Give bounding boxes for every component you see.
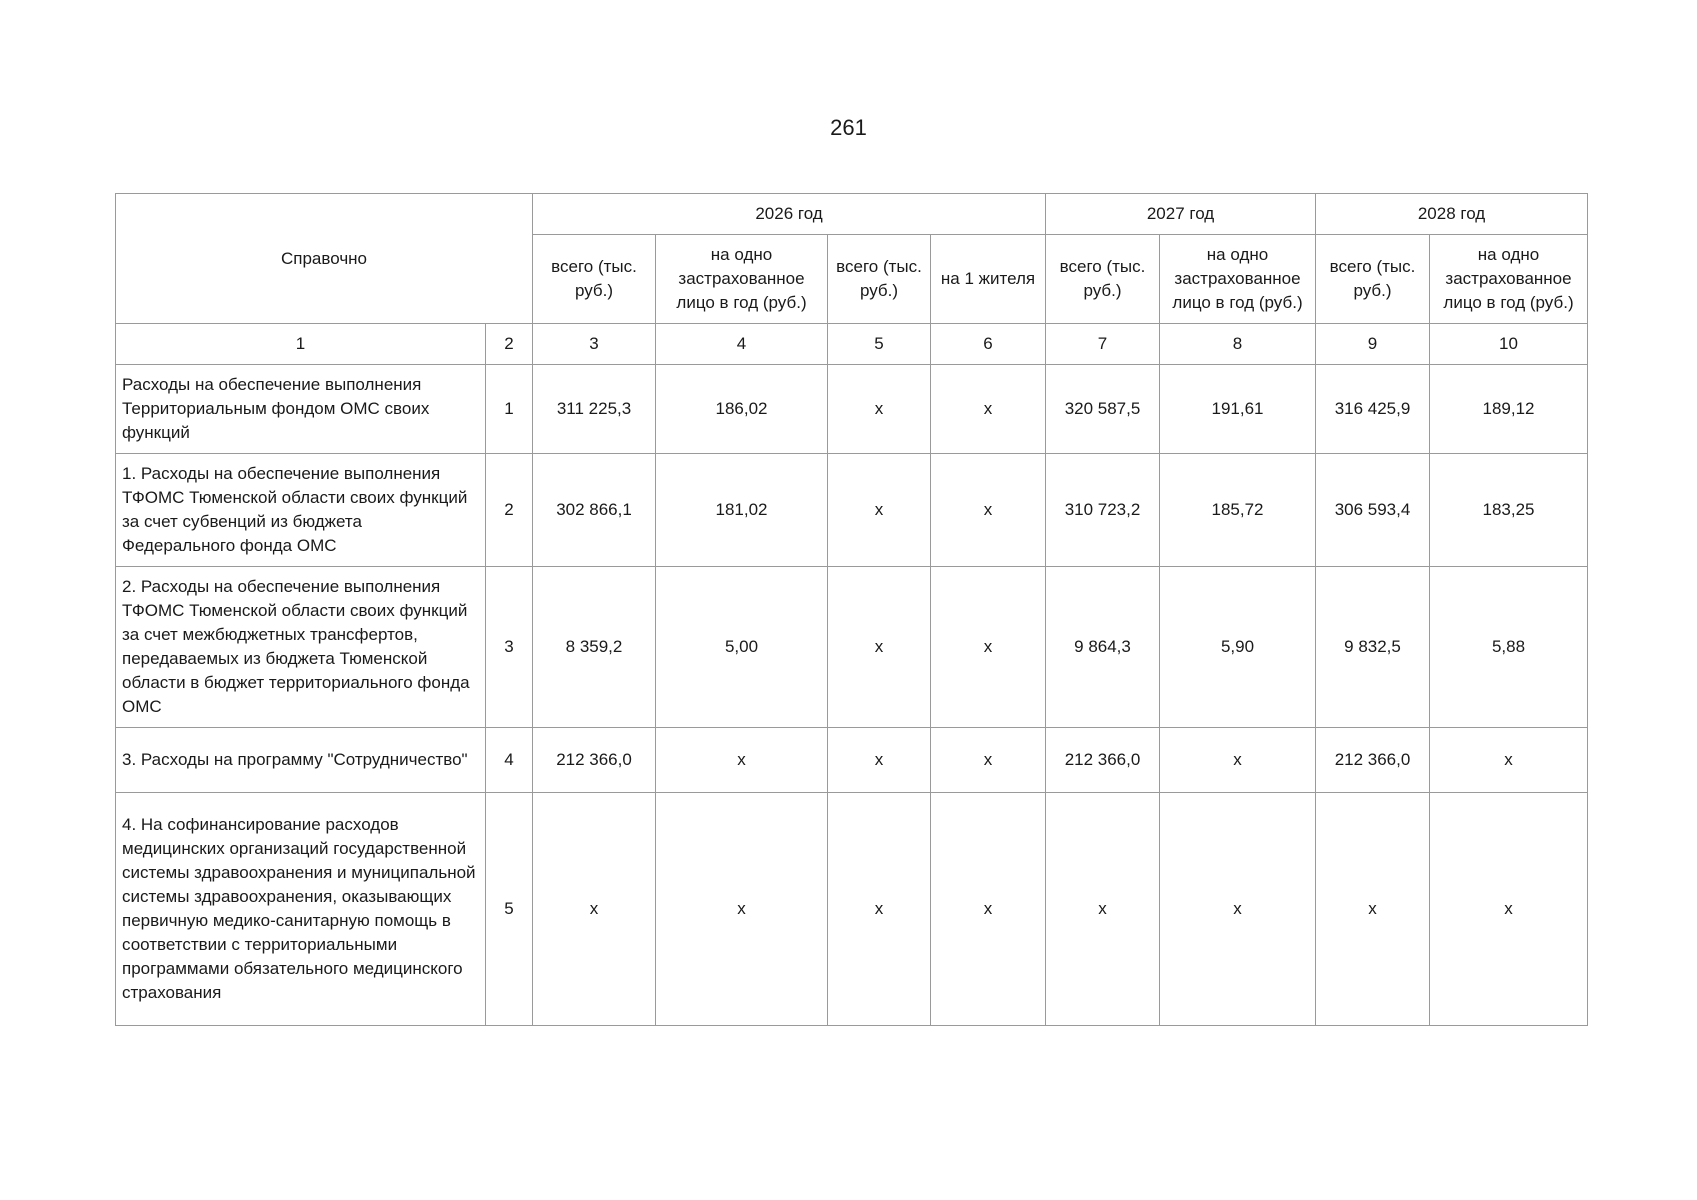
table-cell: x — [931, 454, 1046, 567]
table-cell: x — [931, 365, 1046, 454]
table-cell: 212 366,0 — [1316, 728, 1430, 793]
row-line-number: 3 — [486, 567, 533, 728]
table-row — [116, 728, 1588, 793]
table-cell: 191,61 — [1160, 365, 1316, 454]
column-number: 6 — [931, 324, 1046, 365]
column-number: 9 — [1316, 324, 1430, 365]
table-cell: x — [533, 793, 656, 1026]
subheader-per-resident: на 1 жителя — [931, 235, 1046, 324]
table-cell: x — [1160, 793, 1316, 1026]
table-cell: x — [931, 793, 1046, 1026]
subheader-per-insured: на одно застрахованное лицо в год (руб.) — [1430, 235, 1588, 324]
table-cell: 212 366,0 — [1046, 728, 1160, 793]
column-number: 2 — [486, 324, 533, 365]
table-cell: 186,02 — [656, 365, 828, 454]
table-cell: 8 359,2 — [533, 567, 656, 728]
table-cell: 9 864,3 — [1046, 567, 1160, 728]
subheader-total: всего (тыс. руб.) — [533, 235, 656, 324]
table-row — [116, 454, 1588, 567]
header-row-years — [116, 194, 1588, 235]
table-cell: 181,02 — [656, 454, 828, 567]
column-number: 4 — [656, 324, 828, 365]
table-cell: x — [1430, 728, 1588, 793]
subheader-per-insured: на одно застрахованное лицо в год (руб.) — [1160, 235, 1316, 324]
subheader-total: всего (тыс. руб.) — [1316, 235, 1430, 324]
table-cell: x — [931, 567, 1046, 728]
expenses-table — [115, 193, 1588, 1026]
column-number: 10 — [1430, 324, 1588, 365]
table-row — [116, 567, 1588, 728]
table-cell: x — [828, 728, 931, 793]
table-cell: x — [828, 454, 931, 567]
column-number: 8 — [1160, 324, 1316, 365]
table-cell: 306 593,4 — [1316, 454, 1430, 567]
column-number: 1 — [116, 324, 486, 365]
table-cell: x — [656, 728, 828, 793]
row-label: 1. Расходы на обеспечение выполнения ТФОМС Тюменской области своих функций за счет субвенций из бюджета Федерального фонда ОМС — [116, 454, 486, 567]
row-label: Расходы на обеспечение выполнения Территориальным фондом ОМС своих функций — [116, 365, 486, 454]
table-row — [116, 365, 1588, 454]
table-cell: x — [1046, 793, 1160, 1026]
table-cell: x — [1430, 793, 1588, 1026]
table-cell: 311 225,3 — [533, 365, 656, 454]
table-cell: 5,90 — [1160, 567, 1316, 728]
table-cell: 310 723,2 — [1046, 454, 1160, 567]
table-cell: 5,88 — [1430, 567, 1588, 728]
table-cell: x — [828, 567, 931, 728]
subheader-total: всего (тыс. руб.) — [828, 235, 931, 324]
column-number: 3 — [533, 324, 656, 365]
table-cell: x — [828, 365, 931, 454]
table-cell: x — [828, 793, 931, 1026]
row-line-number: 1 — [486, 365, 533, 454]
table-cell: x — [1160, 728, 1316, 793]
table-cell: 5,00 — [656, 567, 828, 728]
row-line-number: 5 — [486, 793, 533, 1026]
column-number: 5 — [828, 324, 931, 365]
row-label: 2. Расходы на обеспечение выполнения ТФОМС Тюменской области своих функций за счет межбюджетных трансфертов, передаваемых из бюджета Тюменской области в бюджет территориального фонда ОМС — [116, 567, 486, 728]
table-cell: x — [656, 793, 828, 1026]
year-header-2028: 2028 год — [1316, 194, 1588, 235]
table-cell: 183,25 — [1430, 454, 1588, 567]
table-cell: 185,72 — [1160, 454, 1316, 567]
table-cell: 320 587,5 — [1046, 365, 1160, 454]
table-row — [116, 793, 1588, 1026]
table-cell: 9 832,5 — [1316, 567, 1430, 728]
column-number: 7 — [1046, 324, 1160, 365]
table-cell: x — [1316, 793, 1430, 1026]
table-cell: 189,12 — [1430, 365, 1588, 454]
page-number: 261 — [830, 115, 867, 140]
row-label: 4. На софинансирование расходов медицинских организаций государственной системы здравоохранения и муниципальной системы здравоохранения, оказывающих первичную медико-санитарную помощь в соответствии с территориальными программами обязательного медицинского страхования — [116, 793, 486, 1026]
year-header-2026: 2026 год — [533, 194, 1046, 235]
subheader-total: всего (тыс. руб.) — [1046, 235, 1160, 324]
header-row-column-numbers — [116, 324, 1588, 365]
subheader-per-insured: на одно застрахованное лицо в год (руб.) — [656, 235, 828, 324]
table-cell: x — [931, 728, 1046, 793]
row-line-number: 2 — [486, 454, 533, 567]
row-label: 3. Расходы на программу "Сотрудничество" — [116, 728, 486, 793]
table-cell: 316 425,9 — [1316, 365, 1430, 454]
corner-label: Справочно — [116, 194, 533, 324]
table-cell: 212 366,0 — [533, 728, 656, 793]
table-cell: 302 866,1 — [533, 454, 656, 567]
row-line-number: 4 — [486, 728, 533, 793]
year-header-2027: 2027 год — [1046, 194, 1316, 235]
